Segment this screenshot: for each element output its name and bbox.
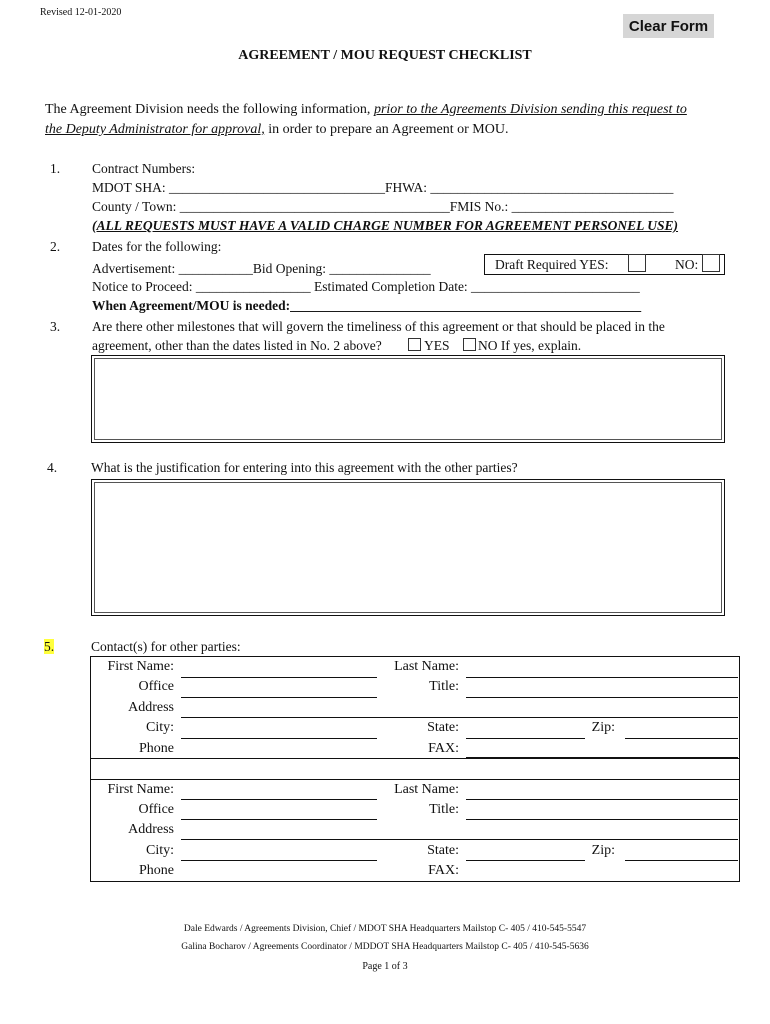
contacts-divider-1 — [90, 758, 740, 759]
contact-1-address-field[interactable] — [181, 717, 738, 718]
contact-2-last-name-label: Last Name: — [394, 782, 459, 797]
county-fmis-line[interactable]: County / Town: ________________________________________FMIS No.: ________________________ — [92, 199, 674, 214]
contact-2-state-field[interactable] — [466, 860, 585, 861]
section-5-heading: Contact(s) for other parties: — [91, 639, 241, 654]
draft-required-label: Draft Required YES: — [495, 257, 609, 272]
intro-text: The Agreement Division needs the following information, — [45, 102, 374, 117]
milestones-explain-field[interactable] — [94, 358, 722, 440]
justification-field[interactable] — [94, 482, 722, 613]
contact-1-office-field[interactable] — [181, 697, 377, 698]
contact-2-city-label: City: — [145, 843, 174, 858]
contact-2-state-label: State: — [427, 843, 459, 858]
contact-2-city-field[interactable] — [181, 860, 377, 861]
contact-1-fax-label: FAX: — [428, 741, 459, 756]
milestones-no-label: NO If yes, explain. — [478, 338, 582, 353]
contact-2-fax-label: FAX: — [428, 863, 459, 878]
contact-2-first-name-field[interactable] — [181, 799, 377, 800]
contact-2-zip-field[interactable] — [625, 860, 738, 861]
agreement-needed-line[interactable]: When Agreement/MOU is needed:____________________________________________________ — [92, 298, 642, 313]
milestones-yes-label: YES — [424, 338, 450, 353]
draft-no-checkbox[interactable] — [702, 254, 720, 272]
contact-1-zip-label: Zip: — [591, 720, 615, 735]
contact-1-address-label: Address — [128, 700, 174, 715]
draft-no-label: NO: — [675, 257, 699, 272]
advertisement-bid-line[interactable]: Advertisement: ___________Bid Opening: _______________ — [92, 261, 431, 276]
intro-line-1 — [45, 101, 687, 118]
contact-1-fax-field[interactable] — [466, 757, 738, 758]
contact-2-office-label: Office — [138, 802, 174, 817]
contact-1-zip-field[interactable] — [625, 738, 738, 739]
section-2-heading: Dates for the following: — [92, 239, 222, 254]
charge-number-note: (ALL REQUESTS MUST HAVE A VALID CHARGE NUMBER FOR AGREEMENT PERSONEL USE) — [92, 218, 679, 233]
page-number: Page 1 of 3 — [362, 961, 408, 972]
section-5-number: 5. — [44, 639, 55, 654]
contact-2-title-field[interactable] — [466, 819, 738, 820]
contact-1-phone-label: Phone — [139, 741, 174, 756]
milestones-yes-checkbox[interactable] — [408, 338, 421, 351]
contacts-table — [90, 656, 740, 882]
contact-1-last-name-field[interactable] — [466, 677, 738, 678]
contact-2-first-name-label: First Name: — [107, 782, 174, 797]
revised-date: Revised 12-01-2020 — [40, 7, 122, 18]
section-4-number: 4. — [47, 460, 58, 475]
page-title: AGREEMENT / MOU REQUEST CHECKLIST — [238, 48, 532, 63]
contact-1-last-name-label: Last Name: — [394, 659, 459, 674]
contact-1-title-label: Title: — [429, 679, 459, 694]
section-3-question-1: Are there other milestones that will govern the timeliness of this agreement or that should be placed in the — [92, 319, 665, 334]
milestones-no-checkbox[interactable] — [463, 338, 476, 351]
contact-2-title-label: Title: — [429, 802, 459, 817]
contact-1-city-field[interactable] — [181, 738, 377, 739]
section-4-question: What is the justification for entering into this agreement with the other parties? — [91, 460, 518, 475]
contact-2-address-field[interactable] — [181, 839, 738, 840]
contact-2-phone-label: Phone — [139, 863, 174, 878]
contact-2-last-name-field[interactable] — [466, 799, 738, 800]
notice-completion-line[interactable]: Notice to Proceed: _________________ Estimated Completion Date: _________________________ — [92, 279, 640, 294]
intro-emphasis: prior to the Agreements Division sending this request to — [373, 102, 687, 117]
draft-yes-checkbox[interactable] — [628, 254, 646, 272]
contact-1-city-label: City: — [145, 720, 174, 735]
contact-2-office-field[interactable] — [181, 819, 377, 820]
contact-2-zip-label: Zip: — [591, 843, 615, 858]
section-1-number: 1. — [50, 161, 61, 176]
contact-1-first-name-label: First Name: — [107, 659, 174, 674]
contact-1-first-name-field[interactable] — [181, 677, 377, 678]
clear-form-button[interactable]: Clear Form — [623, 14, 714, 38]
intro-text-2: in order to prepare an Agreement or MOU. — [264, 122, 509, 137]
contact-1-state-label: State: — [427, 720, 459, 735]
intro-emphasis-2: the Deputy Administrator for approval, — [45, 122, 265, 137]
contacts-divider-2 — [90, 779, 740, 780]
contact-1-title-field[interactable] — [466, 697, 738, 698]
intro-line-2 — [45, 121, 508, 138]
section-2-number: 2. — [50, 239, 61, 254]
contact-2-address-label: Address — [128, 822, 174, 837]
contract-numbers-line[interactable]: MDOT SHA: ________________________________FHWA: ____________________________________ — [92, 180, 674, 195]
section-1-heading: Contract Numbers: — [92, 161, 196, 176]
section-3-question-2: agreement, other than the dates listed in No. 2 above? — [92, 338, 382, 353]
section-3-number: 3. — [50, 319, 61, 334]
footer-contact-2: Galina Bocharov / Agreements Coordinator / MDDOT SHA Headquarters Mailstop C- 405 / 410-545-5636 — [181, 942, 589, 952]
footer-contact-1: Dale Edwards / Agreements Division, Chief / MDOT SHA Headquarters Mailstop C- 405 / 410-545-5547 — [183, 924, 587, 934]
contact-1-office-label: Office — [138, 679, 174, 694]
contact-1-state-field[interactable] — [466, 738, 585, 739]
